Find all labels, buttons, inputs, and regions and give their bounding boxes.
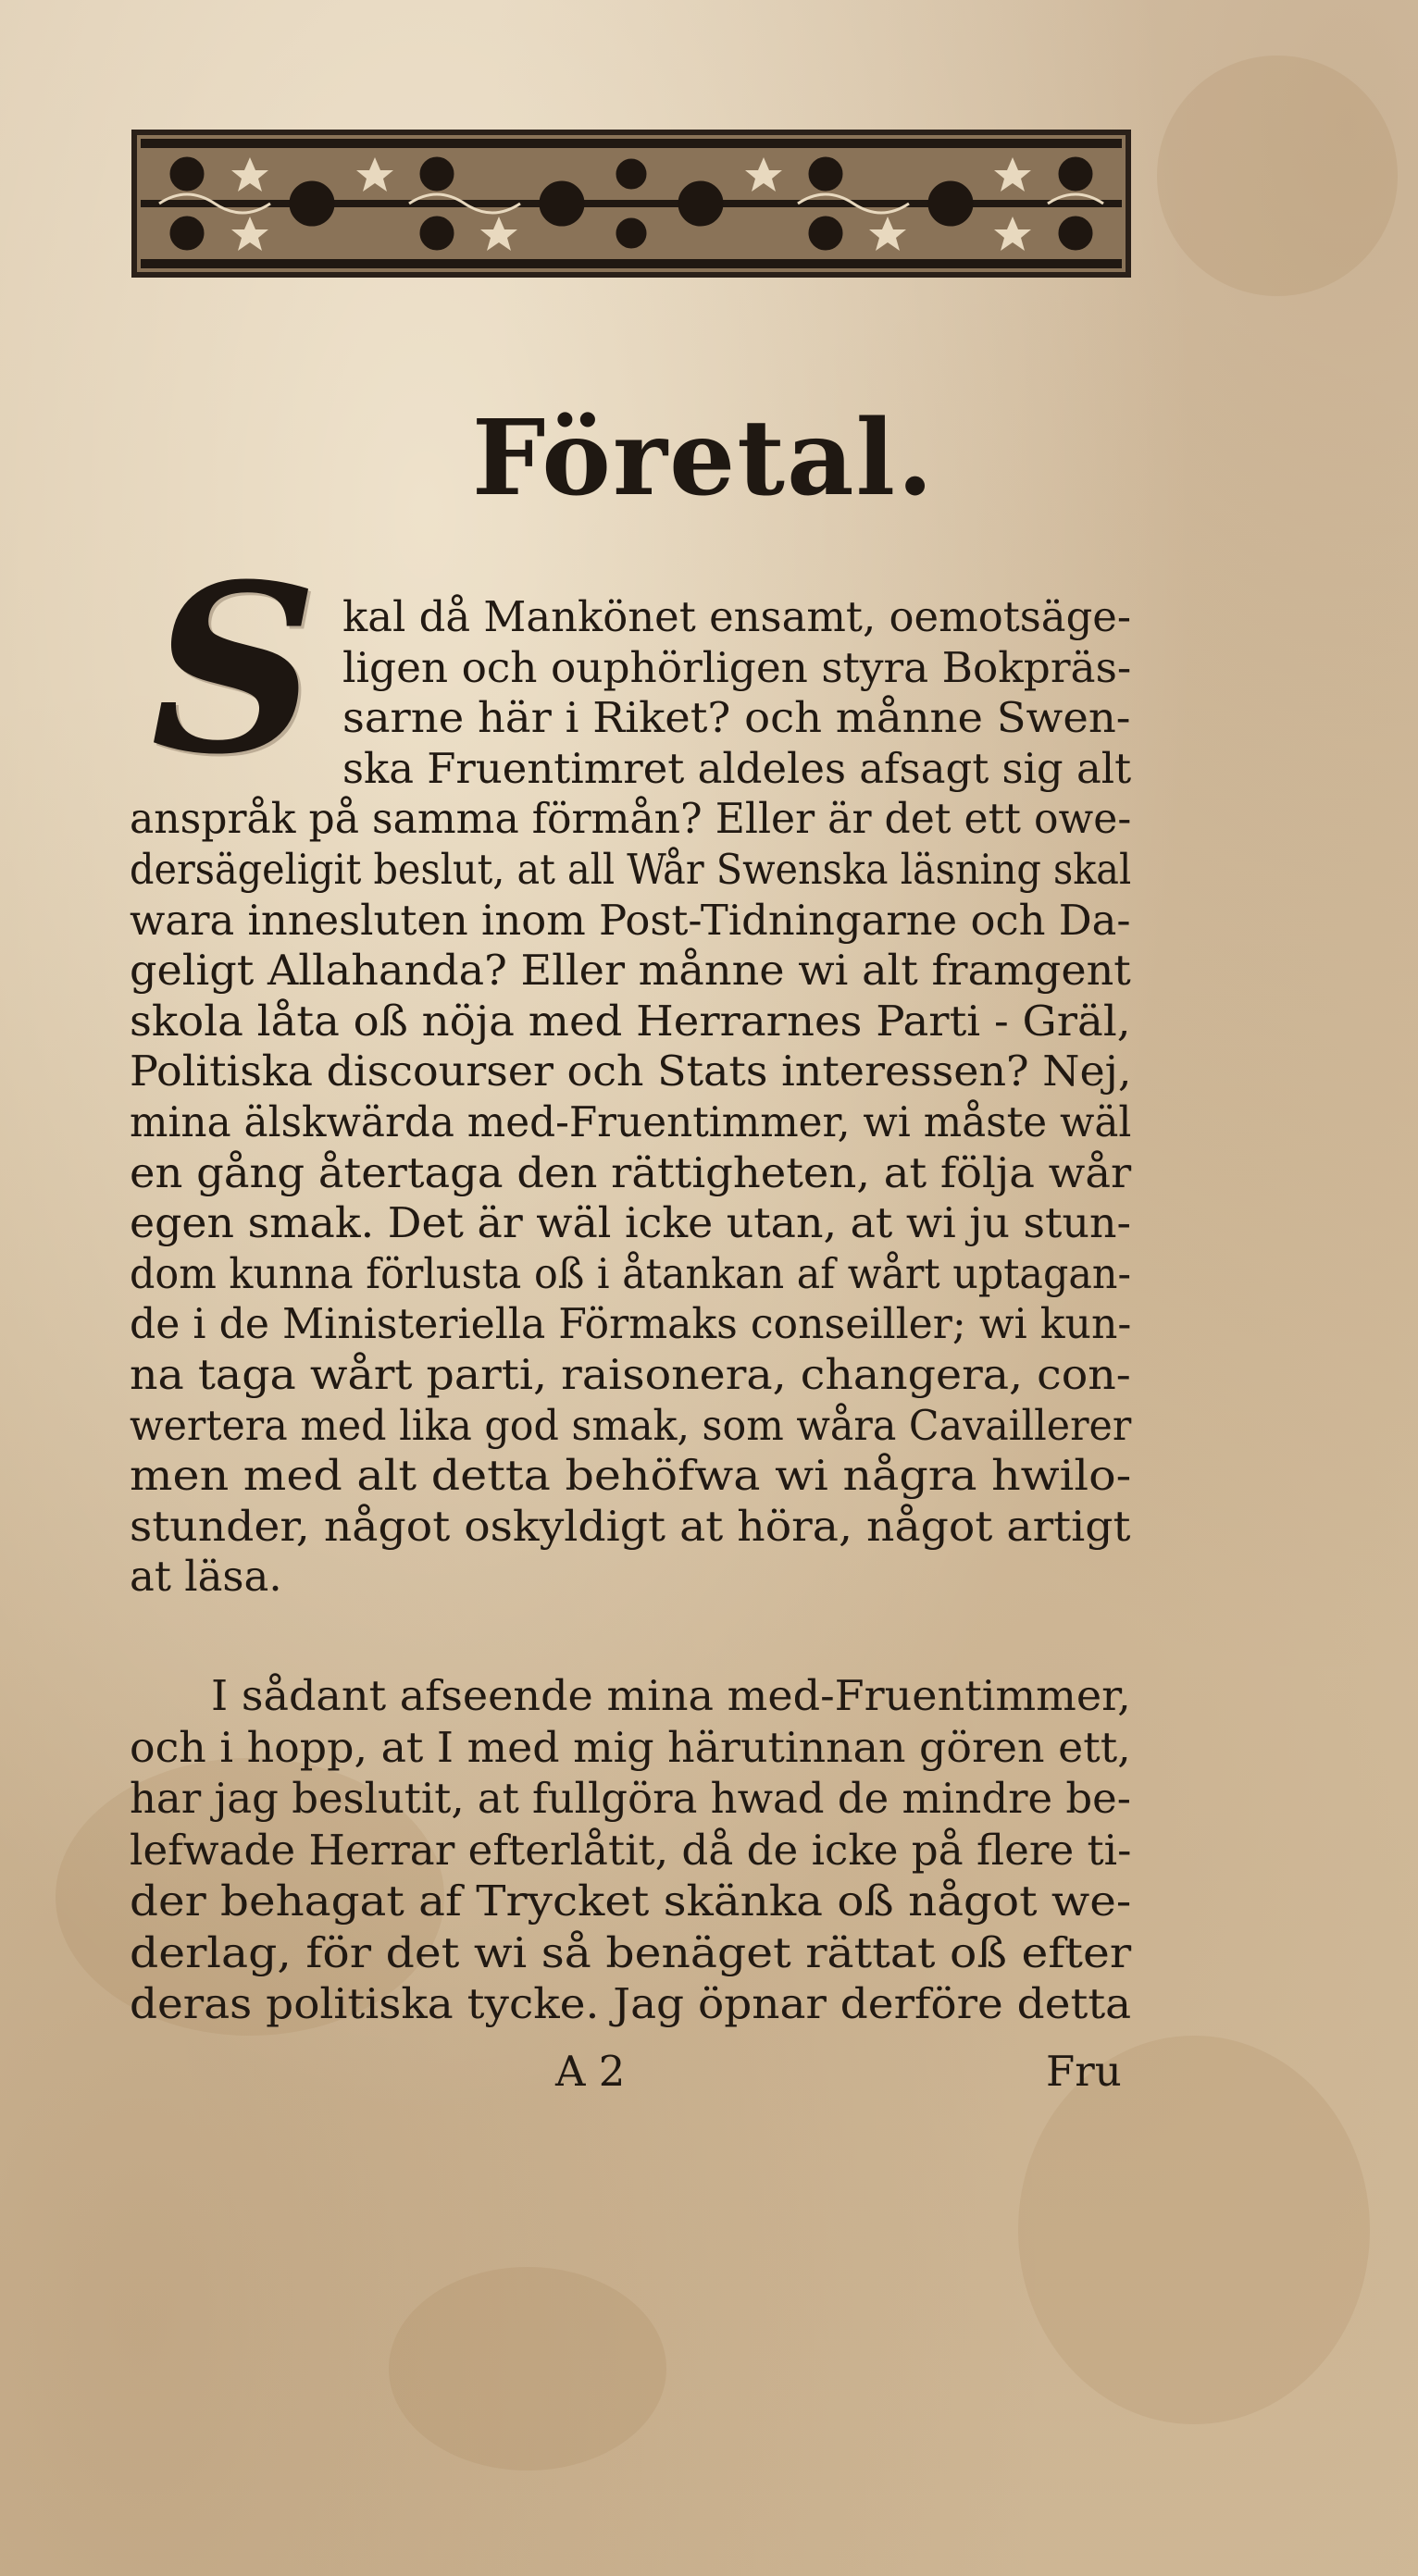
text-line: na taga wårt parti, raisonera, changera, con- — [130, 1350, 1131, 1399]
text-line: sarne här i Riket? och månne Swen- — [342, 693, 1131, 743]
ornamental-headpiece — [131, 130, 1131, 278]
text-line: dersägeligit beslut, at all Wår Swenska läsning skal — [130, 845, 1132, 894]
text-line: Politiska discourser och Stats interessen? Nej, — [130, 1046, 1132, 1096]
text-line: har jag beslutit, at fullgöra hwad de mindre be- — [130, 1774, 1131, 1823]
text-line: deras politiska tycke. Jag öpnar derföre detta — [130, 1979, 1132, 2028]
text-line: skola låta oß nöja med Herrarnes Parti - Gräl, — [130, 996, 1131, 1046]
text-line: de i de Ministeriella Förmaks conseiller; wi kun- — [130, 1299, 1132, 1349]
signature-mark: A 2 — [555, 2047, 626, 2096]
text-line: och i hopp, at I med mig härutinnan gören ett, — [130, 1722, 1131, 1772]
text-line: egen smak. Det är wäl icke utan, at wi ju stun- — [130, 1198, 1131, 1248]
catchword: Fru — [1046, 2047, 1122, 2096]
text-line: lefwade Herrar efterlåtit, då de icke på flere ti- — [130, 1825, 1132, 1875]
text-line: stunder, något oskyldigt at höra, något artigt — [130, 1501, 1131, 1551]
paper-stain — [389, 2267, 666, 2471]
paper-stain — [1157, 56, 1398, 296]
text-line: derlag, för det wi så benäget rättat oß efter — [130, 1927, 1132, 1977]
text-line: at läsa. — [130, 1552, 282, 1602]
text-line: dom kunna förlusta oß i åtankan af wårt uptagan- — [130, 1248, 1131, 1298]
text-line: en gång återtaga den rättigheten, at följa wår — [130, 1147, 1132, 1197]
text-line: ligen och ouphörligen styra Bokpräs- — [342, 642, 1132, 692]
text-line: wertera med lika god smak, som wåra Cavaillerer — [130, 1400, 1132, 1450]
text-line: I sådant afseende mina med-Fruentimmer, — [211, 1671, 1131, 1720]
text-line: der behagat af Trycket skänka oß något we- — [130, 1876, 1132, 1926]
text-line: men med alt detta behöfwa wi några hwilo- — [130, 1451, 1132, 1501]
text-line: geligt Allahanda? Eller månne wi alt framgent — [130, 946, 1131, 996]
text-line: kal då Mankönet ensamt, oemotsäge- — [342, 592, 1132, 641]
drop-cap-initial: S — [150, 533, 318, 805]
text-line: ska Fruentimret aldeles afsagt sig alt — [342, 743, 1132, 793]
page-title: Företal. — [471, 398, 936, 519]
text-line: anspråk på samma förmån? Eller är det ett owe- — [130, 794, 1132, 844]
text-line: mina älskwärda med-Fruentimmer, wi måste wäl — [130, 1097, 1132, 1146]
text-line: wara innesluten inom Post-Tidningarne och Da- — [130, 895, 1131, 945]
